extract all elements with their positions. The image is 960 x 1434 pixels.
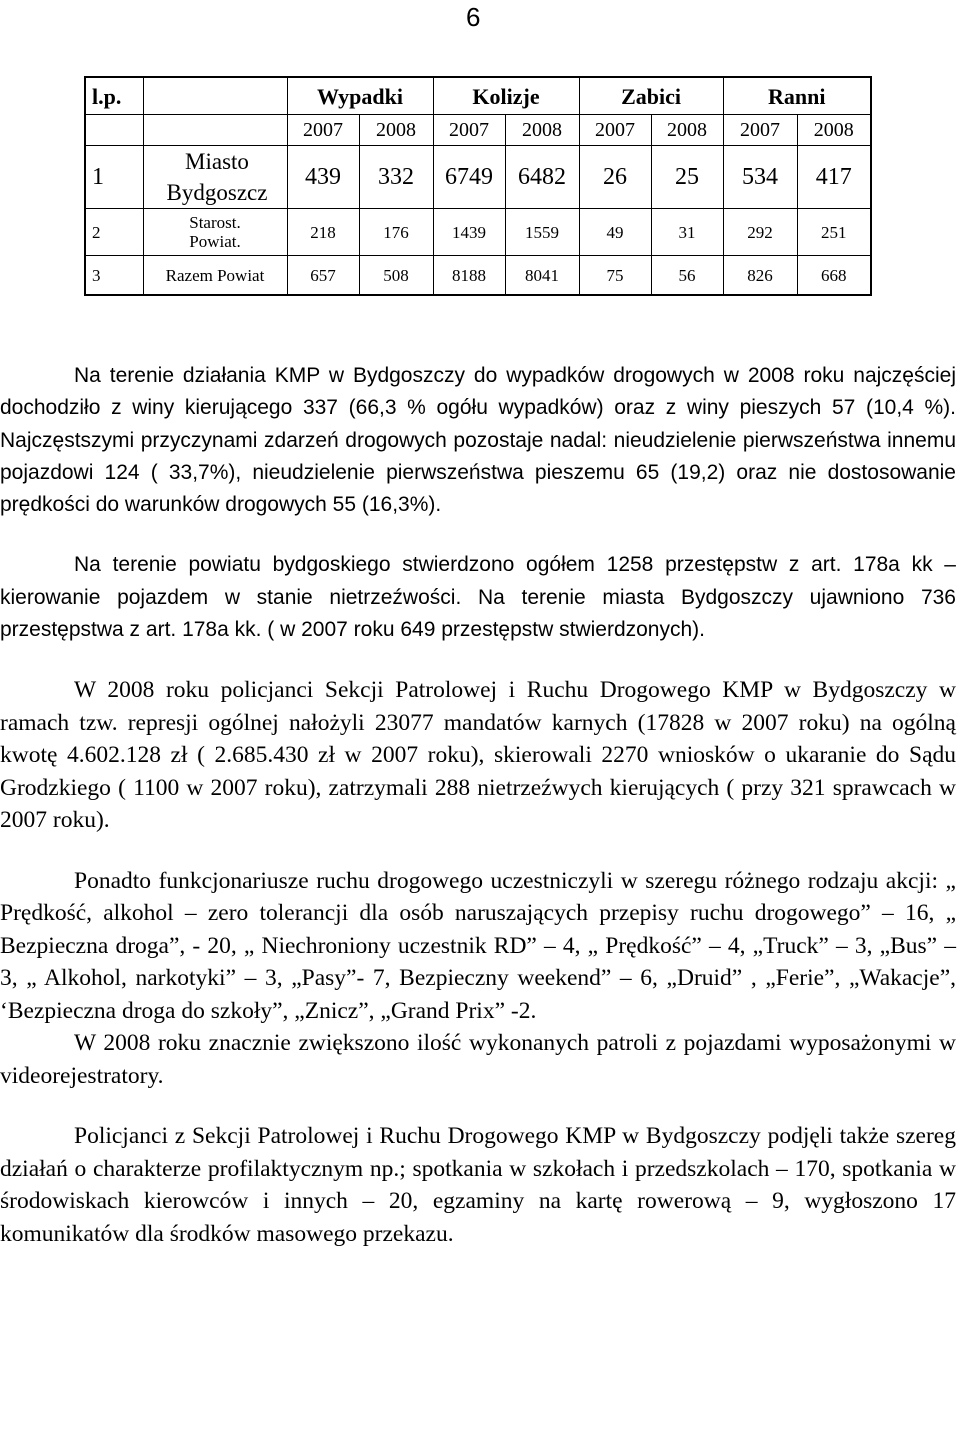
value-cell: 1439 bbox=[433, 209, 505, 256]
row-name: Razem Powiat bbox=[143, 256, 287, 296]
year-cell: 2008 bbox=[651, 115, 723, 146]
header-name-empty bbox=[143, 77, 287, 115]
value-cell: 49 bbox=[579, 209, 651, 256]
value-cell: 251 bbox=[797, 209, 871, 256]
header-zabici: Zabici bbox=[579, 77, 723, 115]
value-cell: 176 bbox=[359, 209, 433, 256]
table-row bbox=[85, 146, 871, 209]
paragraph-accident-causes: Na terenie działania KMP w Bydgoszczy do wypadków drogowych w 2008 roku najczęściej dochodziło z winy kierującego 337 (66,3 % ogółu wypadków) oraz z winy pieszych 57 (10,4 %). Najczęstszymi przyczynami zdarzeń drogowych pozostaje nadal: nieudzielenie pierwszeństwa innemu pojazdowi 124 ( 33,7%), nieudzielenie pierwszeństwa pieszemu 65 (19,2) oraz nie dostosowanie prędkości do warunków drogowych 55 (16,3%). bbox=[0, 364, 956, 517]
value-cell: 668 bbox=[797, 256, 871, 296]
row-name bbox=[143, 209, 287, 256]
page-number: 6 bbox=[466, 2, 481, 32]
row-name-line1: Starost. bbox=[189, 213, 241, 232]
year-cell: 2008 bbox=[505, 115, 579, 146]
value-cell: 439 bbox=[287, 146, 359, 209]
row-name bbox=[143, 146, 287, 209]
document-body bbox=[0, 360, 956, 1250]
row-lp: 3 bbox=[85, 256, 143, 296]
header-lp: l.p. bbox=[85, 77, 143, 115]
paragraph-video-patrols: W 2008 roku znacznie zwiększono ilość wykonanych patroli z pojazdami wyposażonymi w videorejestratory. bbox=[0, 1030, 956, 1089]
year-cell: 2007 bbox=[579, 115, 651, 146]
table-header-row bbox=[85, 77, 871, 115]
table-row bbox=[85, 209, 871, 256]
value-cell: 417 bbox=[797, 146, 871, 209]
row-lp: 1 bbox=[85, 146, 143, 209]
paragraph-drunk-driving: Na terenie powiatu bydgoskiego stwierdzono ogółem 1258 przestępstw z art. 178a kk – kierowanie pojazdem w stanie nietrzeźwości. Na terenie miasta Bydgoszczy ujawniono 736 przestępstwa z art. 178a kk. ( w 2007 roku 649 przestępstw stwierdzonych). bbox=[0, 553, 956, 642]
paragraph-enforcement: W 2008 roku policjanci Sekcji Patrolowej i Ruchu Drogowego KMP w Bydgoszczy w ramach tzw. represji ogólnej nałożyli 23077 mandatów karnych (17828 w 2007 roku) na ogólną kwotę 4.602.128 zł ( 2.685.430 zł w 2007 roku), skierowali 2270 wniosków o ukaranie do Sądu Grodzkiego ( 1100 w 2007 roku), zatrzymali 288 nietrzeźwych kierujących ( przy 321 sprawcach w 2007 roku). bbox=[0, 677, 956, 834]
value-cell: 292 bbox=[723, 209, 797, 256]
header-wypadki: Wypadki bbox=[287, 77, 433, 115]
row-lp: 2 bbox=[85, 209, 143, 256]
years-name-empty bbox=[143, 115, 287, 146]
table-row bbox=[85, 256, 871, 296]
value-cell: 332 bbox=[359, 146, 433, 209]
year-cell: 2008 bbox=[359, 115, 433, 146]
value-cell: 826 bbox=[723, 256, 797, 296]
header-ranni: Ranni bbox=[723, 77, 871, 115]
value-cell: 8041 bbox=[505, 256, 579, 296]
value-cell: 657 bbox=[287, 256, 359, 296]
value-cell: 56 bbox=[651, 256, 723, 296]
value-cell: 6749 bbox=[433, 146, 505, 209]
row-name-line1: Miasto bbox=[185, 149, 249, 174]
year-cell: 2008 bbox=[797, 115, 871, 146]
year-cell: 2007 bbox=[723, 115, 797, 146]
value-cell: 1559 bbox=[505, 209, 579, 256]
row-name-line2: Bydgoszcz bbox=[166, 180, 268, 205]
value-cell: 75 bbox=[579, 256, 651, 296]
row-name-line2: Powiat. bbox=[189, 232, 241, 251]
value-cell: 8188 bbox=[433, 256, 505, 296]
year-cell: 2007 bbox=[433, 115, 505, 146]
table-years-row bbox=[85, 115, 871, 146]
value-cell: 508 bbox=[359, 256, 433, 296]
value-cell: 25 bbox=[651, 146, 723, 209]
header-kolizje: Kolizje bbox=[433, 77, 579, 115]
value-cell: 534 bbox=[723, 146, 797, 209]
accident-statistics-table bbox=[84, 76, 872, 296]
paragraph-prevention: Policjanci z Sekcji Patrolowej i Ruchu Drogowego KMP w Bydgoszczy podjęli także szereg działań o charakterze profilaktycznym np.; spotkania w szkołach i przedszkolach – 170, spotkania w środowiskach kierowców i innych – 20, egzaminy na kartę rowerową – 9, wygłoszono 17 komunikatów dla środków masowego przekazu. bbox=[0, 1123, 956, 1247]
years-lp-empty bbox=[85, 115, 143, 146]
paragraph-actions: Ponadto funkcjonariusze ruchu drogowego uczestniczyli w szeregu różnego rodzaju akcji: „ Prędkość, alkohol – zero tolerancji dla osób naruszających przepisy ruchu drogowego” – 16, „ Bezpieczna droga”, - 20, „ Niechroniony uczestnik RD” – 4, „ Prędkość” – 4, „Truck” – 3, „Bus” – 3, „ Alkohol, narkotyki” – 3, „Pasy”- 7, Bezpieczny weekend” – 6, „Druid” , „Ferie”, „Wakacje”, ‘Bezpieczna droga do szkoły”, „Znicz”, „Grand Prix” -2. bbox=[0, 867, 956, 1024]
value-cell: 218 bbox=[287, 209, 359, 256]
year-cell: 2007 bbox=[287, 115, 359, 146]
value-cell: 6482 bbox=[505, 146, 579, 209]
value-cell: 31 bbox=[651, 209, 723, 256]
value-cell: 26 bbox=[579, 146, 651, 209]
